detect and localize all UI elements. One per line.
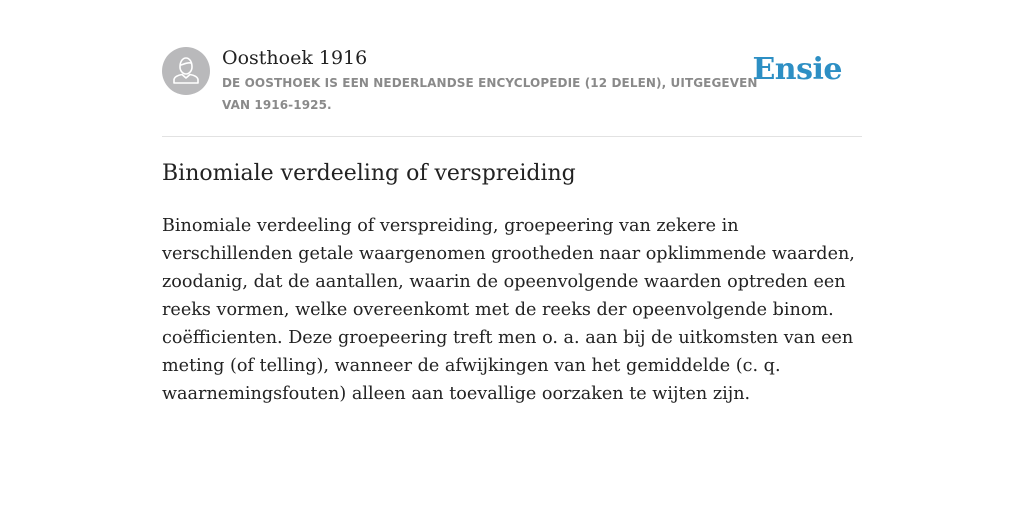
article-title: Binomiale verdeeling of verspreiding (162, 161, 576, 186)
author-description: DE OOSTHOEK IS EEN NEDERLANDSE ENCYCLOPEDIE (12 DELEN), UITGEGEVEN VAN 1916-1925. (222, 76, 758, 112)
user-avatar-icon[interactable] (162, 47, 210, 95)
author-name[interactable]: Oosthoek 1916 (222, 47, 368, 69)
brand-logo[interactable]: Ensie (752, 52, 842, 87)
article-header (162, 44, 862, 137)
article-body: Binomiale verdeeling of verspreiding, groepeering van zekere in verschillenden getale waargenomen grootheden naar opklimmende waarden, zoodanig, dat de aantallen, waarin de opeenvolgende waarden optreden een reeks vormen, welke overeenkomt met de reeks der opeenvolgende binom. coëfficienten. Deze groepeering treft men o. a. aan bij de uitkomsten van een meting (of telling), wanneer de afwijkingen van het gemiddelde (c. q. waarnemingsfouten) alleen aan toevallige oorzaken te wijten zijn. (162, 216, 855, 404)
